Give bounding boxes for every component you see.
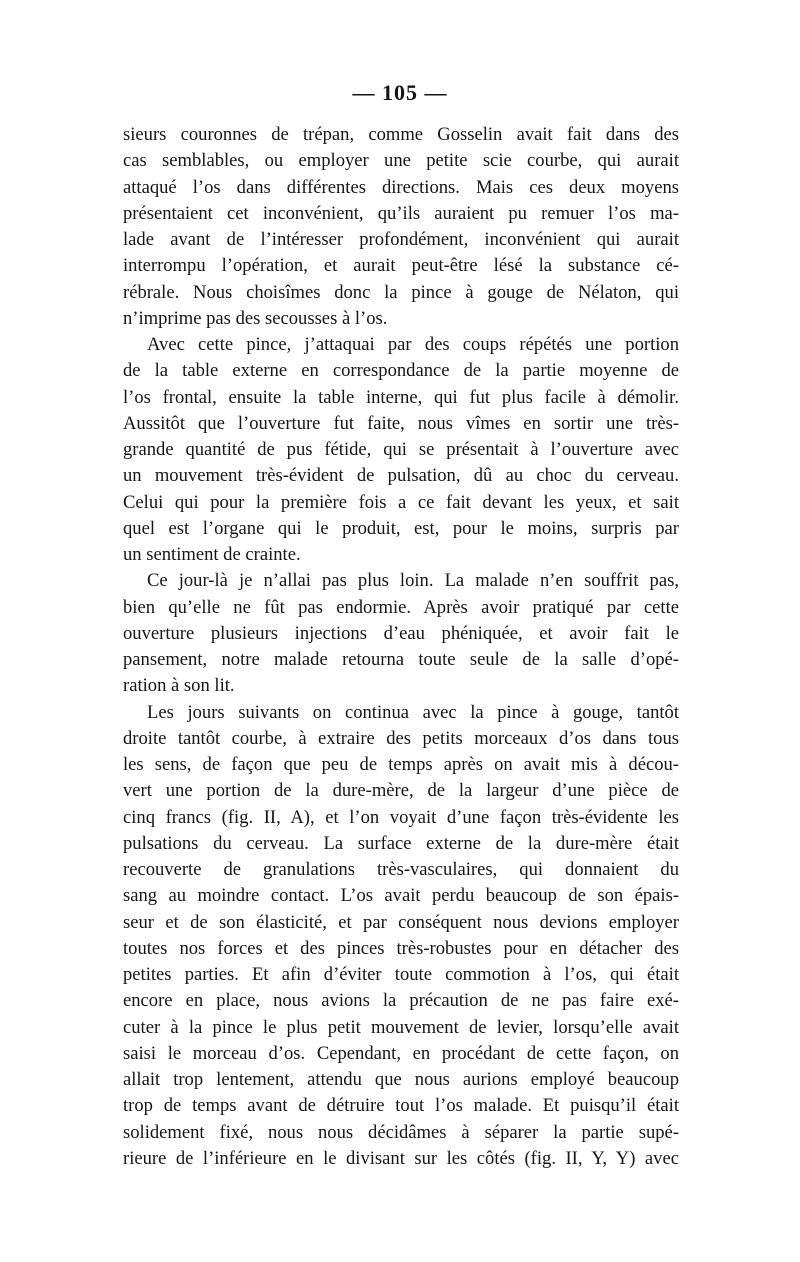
text-line: cuter à la pince le plus petit mouvement de levier, lorsqu’elle avait (123, 1016, 679, 1038)
text-line: quel est l’organe qui le produit, est, pour le moins, surpris par (123, 517, 679, 539)
text-line: bien qu’elle ne fût pas endormie. Après avoir pratiqué par cette (123, 596, 679, 618)
text-line: Celui qui pour la première fois a ce fait devant les yeux, et sait (123, 491, 679, 513)
paragraph-1 (123, 122, 679, 332)
text-line: rébrale. Nous choisîmes donc la pince à gouge de Nélaton, qui (123, 281, 679, 303)
text-line: toutes nos forces et des pinces très-robustes pour en détacher des (123, 937, 679, 959)
text-line: l’os frontal, ensuite la table interne, qui fut plus facile à démolir. (123, 386, 679, 408)
text-line: de la table externe en correspondance de la partie moyenne de (123, 360, 679, 382)
paragraph-3 (123, 568, 679, 699)
text-line: droite tantôt courbe, à extraire des petits morceaux d’os dans tous (123, 727, 679, 749)
paragraph-4 (123, 700, 679, 1173)
body-text (123, 122, 679, 1172)
text-line: encore en place, nous avions la précaution de ne pas faire exé- (123, 990, 679, 1012)
text-line: cinq francs (fig. II, A), et l’on voyait d’une façon très-évidente les (123, 806, 679, 828)
text-line: n’imprime pas des secousses à l’os. (123, 307, 388, 329)
text-line: solidement fixé, nous nous décidâmes à séparer la partie supé- (123, 1121, 679, 1143)
text-line: ouverture plusieurs injections d’eau phéniquée, et avoir fait le (123, 622, 679, 644)
page-number: — 105 — (352, 80, 448, 105)
text-line: interrompu l’opération, et aurait peut-être lésé la substance cé- (123, 255, 679, 277)
text-line: Aussitôt que l’ouverture fut faite, nous vîmes en sortir une très- (123, 412, 679, 434)
text-line: saisi le morceau d’os. Cependant, en procédant de cette façon, on (123, 1042, 679, 1064)
text-line: Ce jour-là je n’allai pas plus loin. La malade n’en souffrit pas, (147, 570, 679, 592)
text-line: Avec cette pince, j’attaquai par des coups répétés une portion (147, 334, 679, 355)
text-line: ration à son lit. (123, 675, 235, 697)
text-line: présentaient cet inconvénient, qu’ils auraient pu remuer l’os ma- (123, 202, 679, 224)
text-line: recouverte de granulations très-vasculaires, qui donnaient du (123, 859, 679, 880)
text-line: petites parties. Et afin d’éviter toute commotion à l’os, qui était (123, 964, 679, 985)
text-line: rieure de l’inférieure en le divisant sur les côtés (fig. II, Y, Y) avec (123, 1147, 679, 1169)
text-line: allait trop lentement, attendu que nous aurions employé beaucoup (123, 1069, 679, 1090)
text-line: Les jours suivants on continua avec la pince à gouge, tantôt (147, 701, 679, 723)
paragraph-2 (123, 332, 679, 568)
text-line: vert une portion de la dure-mère, de la largeur d’une pièce de (123, 780, 679, 802)
text-line: les sens, de façon que peu de temps après on avait mis à décou- (123, 754, 679, 775)
text-line: sang au moindre contact. L’os avait perdu beaucoup de son épais- (123, 885, 679, 907)
text-line: sieurs couronnes de trépan, comme Gosselin avait fait dans des (123, 124, 679, 145)
text-line: seur et de son élasticité, et par conséquent nous devions employer (123, 911, 679, 933)
text-line: lade avant de l’intéresser profondément, inconvénient qui aurait (123, 229, 679, 250)
text-line: pulsations du cerveau. La surface externe de la dure-mère était (123, 832, 679, 854)
text-line: un mouvement très-évident de pulsation, dû au choc du cerveau. (123, 465, 679, 487)
text-line: pansement, notre malade retourna toute seule de la salle d’opé- (123, 649, 679, 670)
text-line: un sentiment de crainte. (123, 544, 301, 565)
text-line: grande quantité de pus fétide, qui se présentait à l’ouverture avec (123, 439, 679, 460)
text-line: trop de temps avant de détruire tout l’os malade. Et puisqu’il était (123, 1095, 679, 1117)
text-line: cas semblables, ou employer une petite scie courbe, qui aurait (123, 150, 679, 172)
text-line: attaqué l’os dans différentes directions. Mais ces deux moyens (123, 176, 679, 198)
